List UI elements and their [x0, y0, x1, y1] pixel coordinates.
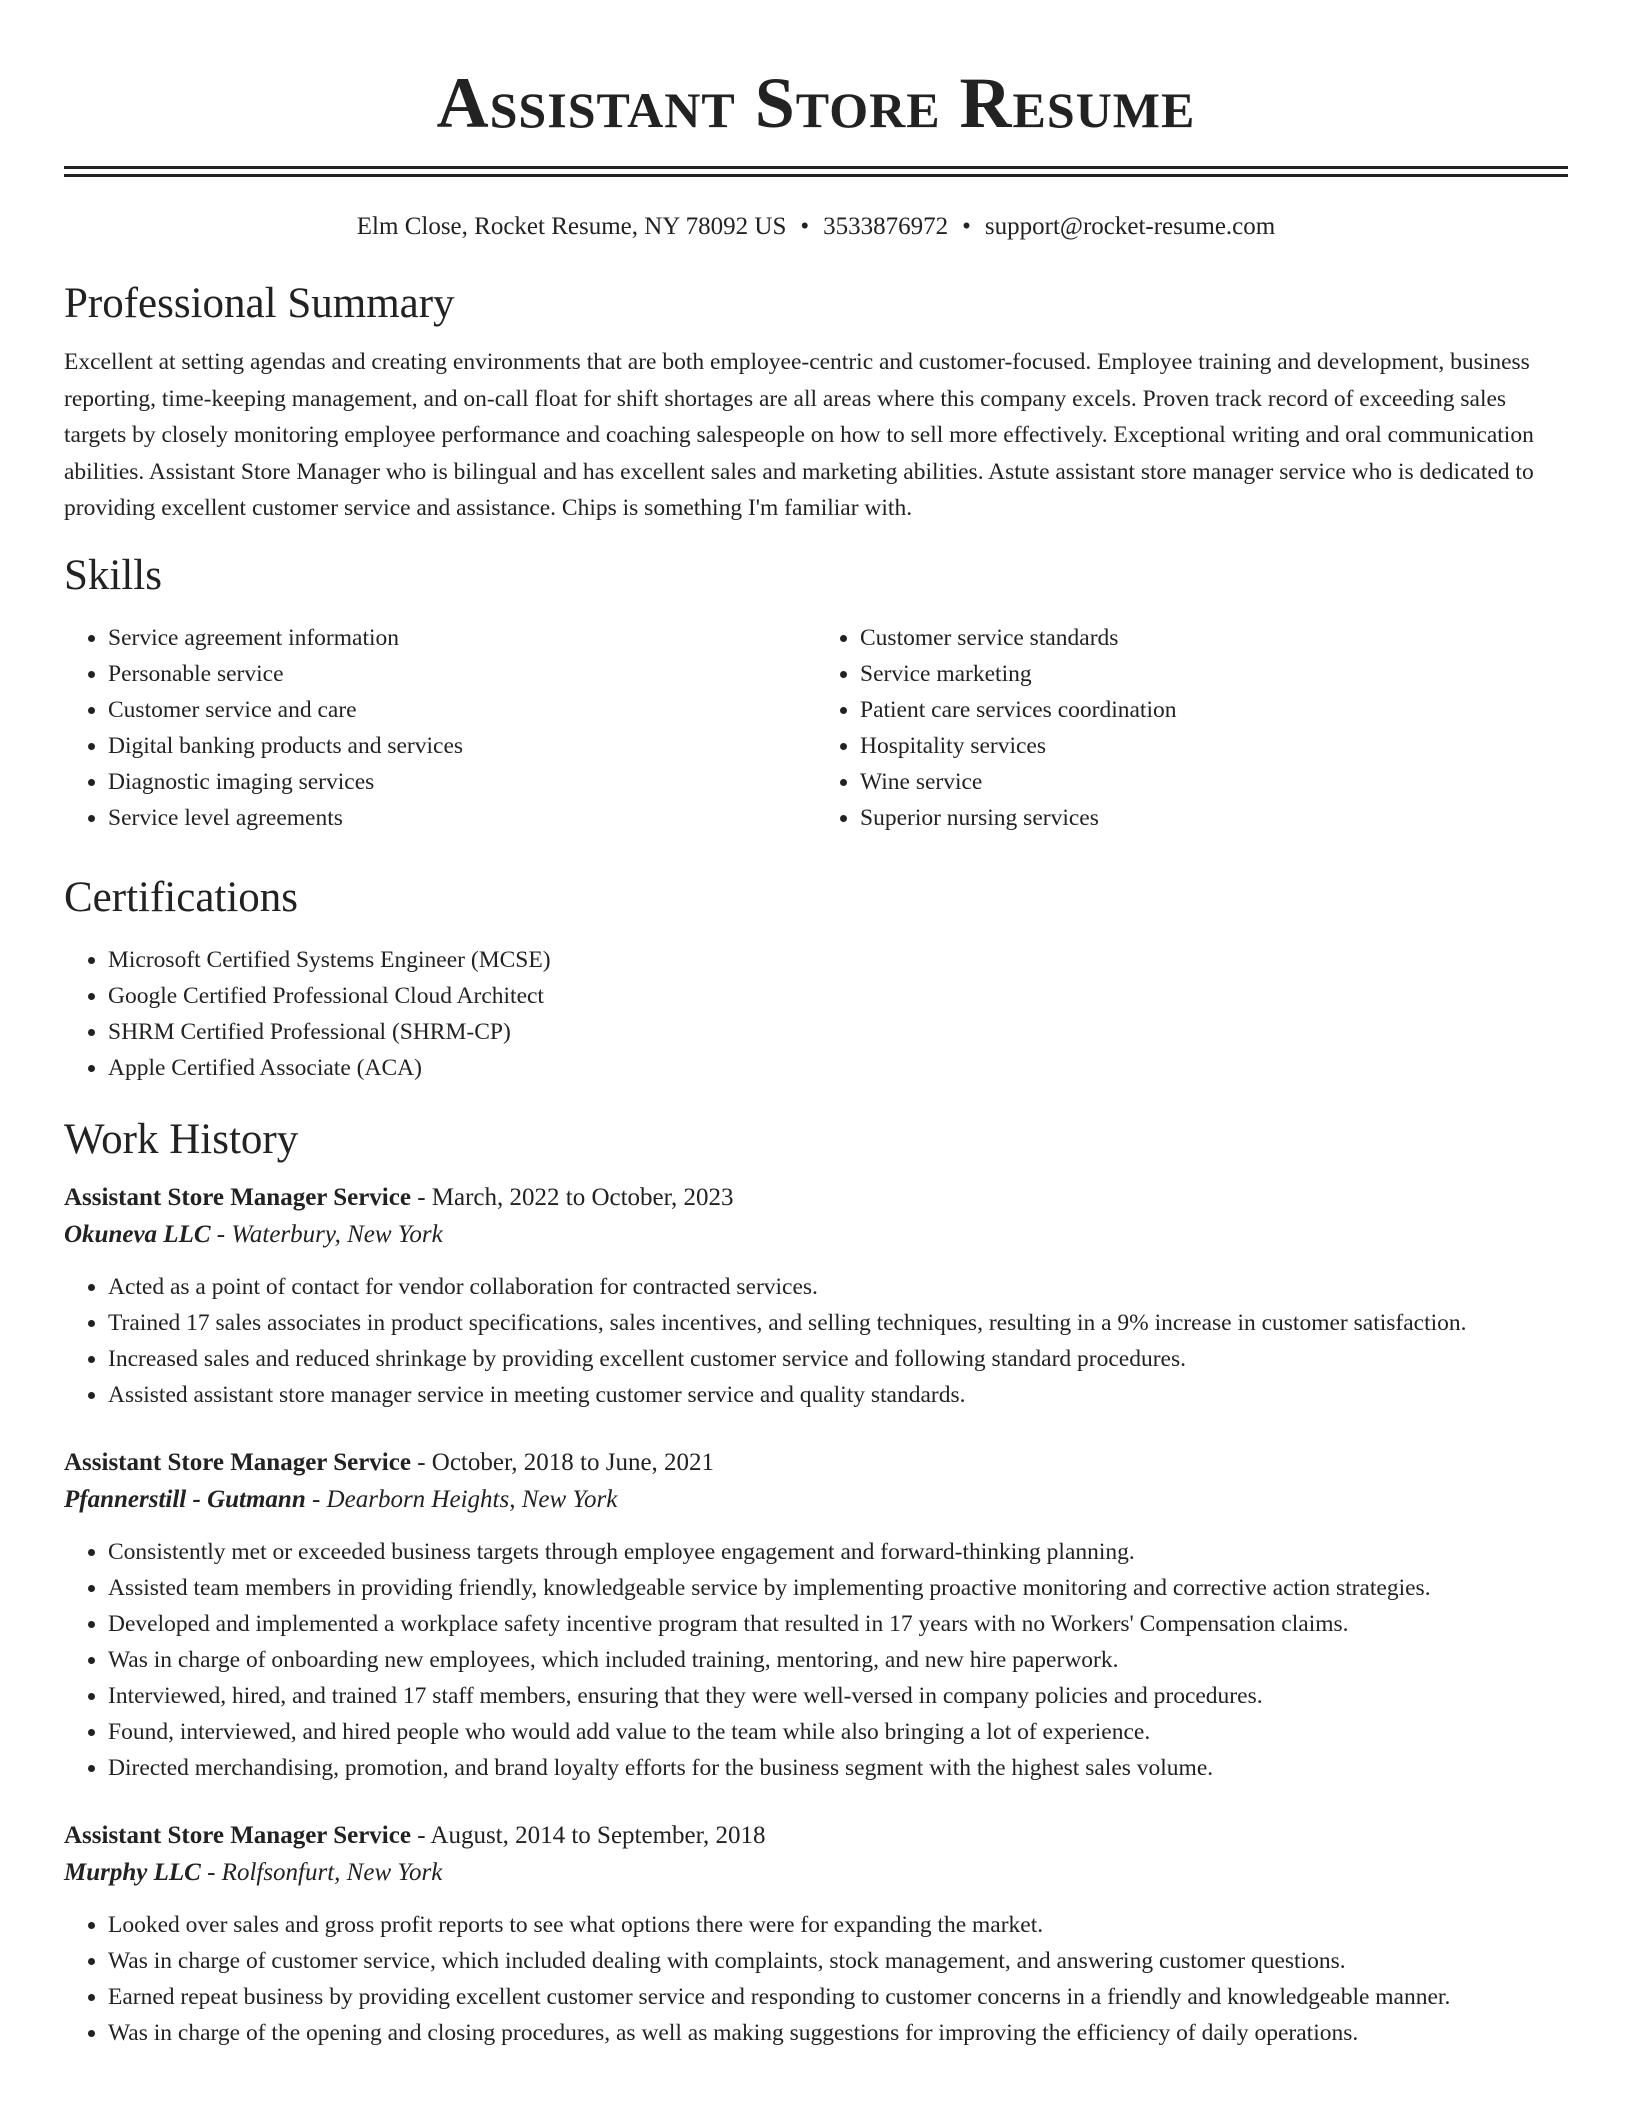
job-role: Assistant Store Manager Service [64, 1448, 411, 1476]
summary-heading: Professional Summary [64, 280, 455, 327]
contact-line [64, 210, 1568, 244]
job-entry [64, 1180, 1568, 1413]
skills-list-right [816, 620, 1568, 836]
skills-heading: Skills [64, 551, 162, 599]
job-bullet: • Was in charge of the opening and closing procedures, as well as making suggestions for improving the efficiency of daily operations. [108, 2015, 1568, 2051]
skills-list-left [64, 620, 816, 836]
contact-email: support@rocket-resume.com [984, 213, 1276, 240]
job-location: - Dearborn Heights, New York [305, 1485, 618, 1513]
certifications-list [64, 942, 1568, 1086]
resume-page [64, 0, 1568, 2051]
job-role: Assistant Store Manager Service [64, 1183, 411, 1211]
job-entry [64, 1818, 1568, 2051]
job-location: - Rolfsonfurt, New York [200, 1858, 443, 1886]
work-history-heading: Work History [64, 1115, 299, 1163]
skill-item: • Customer service standards [860, 620, 1568, 656]
job-bullet: • Trained 17 sales associates in product specifications, sales incentives, and selling techniques, resulting in a 9% increase in customer satisfaction. [108, 1305, 1568, 1341]
skill-item: • Personable service [108, 656, 816, 692]
job-bullet: • Interviewed, hired, and trained 17 staff members, ensuring that they were well-versed in company policies and procedures. [108, 1678, 1568, 1714]
skill-item: • Wine service [860, 764, 1568, 800]
contact-separator: • [962, 213, 971, 240]
job-dates: - October, 2018 to June, 2021 [410, 1448, 715, 1476]
job-location: - Waterbury, New York [210, 1220, 443, 1248]
job-bullets [64, 1269, 1568, 1413]
skills-columns [64, 620, 1568, 836]
certification-item: • Apple Certified Associate (ACA) [108, 1050, 1568, 1086]
job-entry [64, 1445, 1568, 1786]
certifications-heading: Certifications [64, 873, 299, 921]
job-bullet: • Directed merchandising, promotion, and brand loyalty efforts for the business segment with the highest sales volume. [108, 1750, 1568, 1786]
resume-title: Assistant Store Resume [436, 63, 1196, 143]
job-company: Okuneva LLC [64, 1220, 211, 1248]
job-bullets [64, 1907, 1568, 2051]
certification-item: • SHRM Certified Professional (SHRM-CP) [108, 1014, 1568, 1050]
skill-item: • Customer service and care [108, 692, 816, 728]
job-company: Murphy LLC [64, 1858, 201, 1886]
job-header [64, 1818, 1568, 1854]
skill-item: • Service level agreements [108, 800, 816, 836]
skill-item: • Service marketing [860, 656, 1568, 692]
job-dates: - August, 2014 to September, 2018 [410, 1821, 766, 1849]
skill-item: • Diagnostic imaging services [108, 764, 816, 800]
skill-item: • Digital banking products and services [108, 728, 816, 764]
job-bullet: • Acted as a point of contact for vendor collaboration for contracted services. [108, 1269, 1568, 1305]
job-header [64, 1445, 1568, 1481]
job-bullet: • Was in charge of customer service, which included dealing with complaints, stock management, and answering customer questions. [108, 1943, 1568, 1979]
skill-item: • Service agreement information [108, 620, 816, 656]
job-header [64, 1180, 1568, 1216]
job-bullet: • Was in charge of onboarding new employees, which included training, mentoring, and new hire paperwork. [108, 1642, 1568, 1678]
job-bullet: • Earned repeat business by providing excellent customer service and responding to customer concerns in a friendly and knowledgeable manner. [108, 1979, 1568, 2015]
job-dates: - March, 2022 to October, 2023 [410, 1183, 734, 1211]
title-divider [64, 166, 1568, 177]
job-company: Pfannerstill - Gutmann [64, 1485, 306, 1513]
skill-item: • Patient care services coordination [860, 692, 1568, 728]
job-bullet: • Looked over sales and gross profit reports to see what options there were for expanding the market. [108, 1907, 1568, 1943]
summary-text: Excellent at setting agendas and creating environments that are both employee-centric and customer-focused. Employee training and development, business reporting, time-keeping management, and on-call float for shift shortages are all areas where this company excels. Proven track record of exceeding sales targets by closely monitoring employee performance and coaching salespeople on how to sell more effectively. Exceptional writing and oral communication abilities. Assistant Store Manager who is bilingual and has excellent sales and marketing abilities. Astute assistant store manager service who is dedicated to providing excellent customer service and assistance. Chips is something I'm familiar with. [64, 349, 1534, 521]
job-company-line [64, 1216, 1568, 1254]
job-bullet: • Developed and implemented a workplace safety incentive program that resulted in 17 years with no Workers' Compensation claims. [108, 1606, 1568, 1642]
certification-item: • Microsoft Certified Systems Engineer (MCSE) [108, 942, 1568, 978]
certification-item: • Google Certified Professional Cloud Architect [108, 978, 1568, 1014]
job-role: Assistant Store Manager Service [64, 1821, 411, 1849]
job-bullet: • Increased sales and reduced shrinkage by providing excellent customer service and following standard procedures. [108, 1341, 1568, 1377]
job-company-line [64, 1854, 1568, 1892]
contact-address: Elm Close, Rocket Resume, NY 78092 US [356, 213, 787, 240]
contact-phone: 3533876972 [823, 213, 949, 240]
job-bullet: • Consistently met or exceeded business targets through employee engagement and forward-thinking planning. [108, 1534, 1568, 1570]
contact-separator: • [800, 213, 810, 240]
job-bullet: • Found, interviewed, and hired people who would add value to the team while also bringing a lot of experience. [108, 1714, 1568, 1750]
job-bullet: • Assisted assistant store manager service in meeting customer service and quality standards. [108, 1377, 1568, 1413]
skill-item: • Superior nursing services [860, 800, 1568, 836]
skill-item: • Hospitality services [860, 728, 1568, 764]
job-bullet: • Assisted team members in providing friendly, knowledgeable service by implementing proactive monitoring and corrective action strategies. [108, 1570, 1568, 1606]
job-bullets [64, 1534, 1568, 1786]
job-company-line [64, 1481, 1568, 1519]
